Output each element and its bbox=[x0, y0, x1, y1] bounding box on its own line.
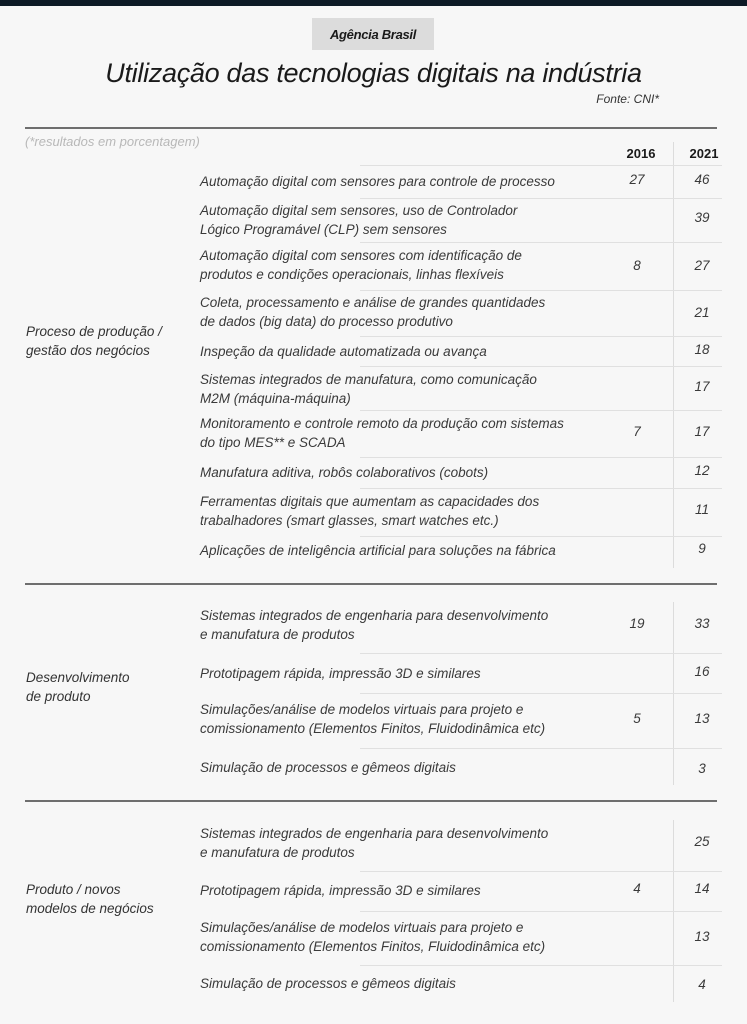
row-separator bbox=[360, 366, 722, 367]
row-separator bbox=[360, 536, 722, 537]
row-separator bbox=[360, 965, 722, 966]
row-separator bbox=[360, 653, 722, 654]
row-separator bbox=[360, 290, 722, 291]
row-separator bbox=[360, 693, 722, 694]
row-separator bbox=[360, 911, 722, 912]
column-header-2016: 2016 bbox=[626, 146, 656, 161]
group-label-desenvolvimento: Desenvolvimento de produto bbox=[26, 670, 130, 704]
column-header-2021: 2021 bbox=[689, 146, 719, 161]
row-separator bbox=[360, 488, 722, 489]
row-separator bbox=[360, 242, 722, 243]
group-divider bbox=[25, 800, 717, 802]
row-separator bbox=[360, 748, 722, 749]
group-label-produto: Produto / novos modelos de negócios bbox=[26, 882, 154, 916]
source-credit: Fonte: CNI* bbox=[596, 92, 659, 106]
row-separator bbox=[360, 198, 722, 199]
row-separator bbox=[360, 165, 722, 166]
row-separator bbox=[360, 871, 722, 872]
row-separator bbox=[360, 410, 722, 411]
group-divider bbox=[25, 583, 717, 585]
units-note: (*resultados em porcentagem) bbox=[25, 134, 200, 149]
row-separator bbox=[360, 336, 722, 337]
top-bar bbox=[0, 0, 747, 6]
page-title: Utilização das tecnologias digitais na indústria bbox=[105, 58, 642, 88]
source-badge: Agência Brasil bbox=[312, 18, 434, 50]
column-divider bbox=[673, 142, 674, 568]
group-label-producao: Proceso de produção / gestão dos negócios bbox=[26, 324, 162, 358]
header-divider bbox=[25, 127, 717, 129]
row-separator bbox=[360, 457, 722, 458]
